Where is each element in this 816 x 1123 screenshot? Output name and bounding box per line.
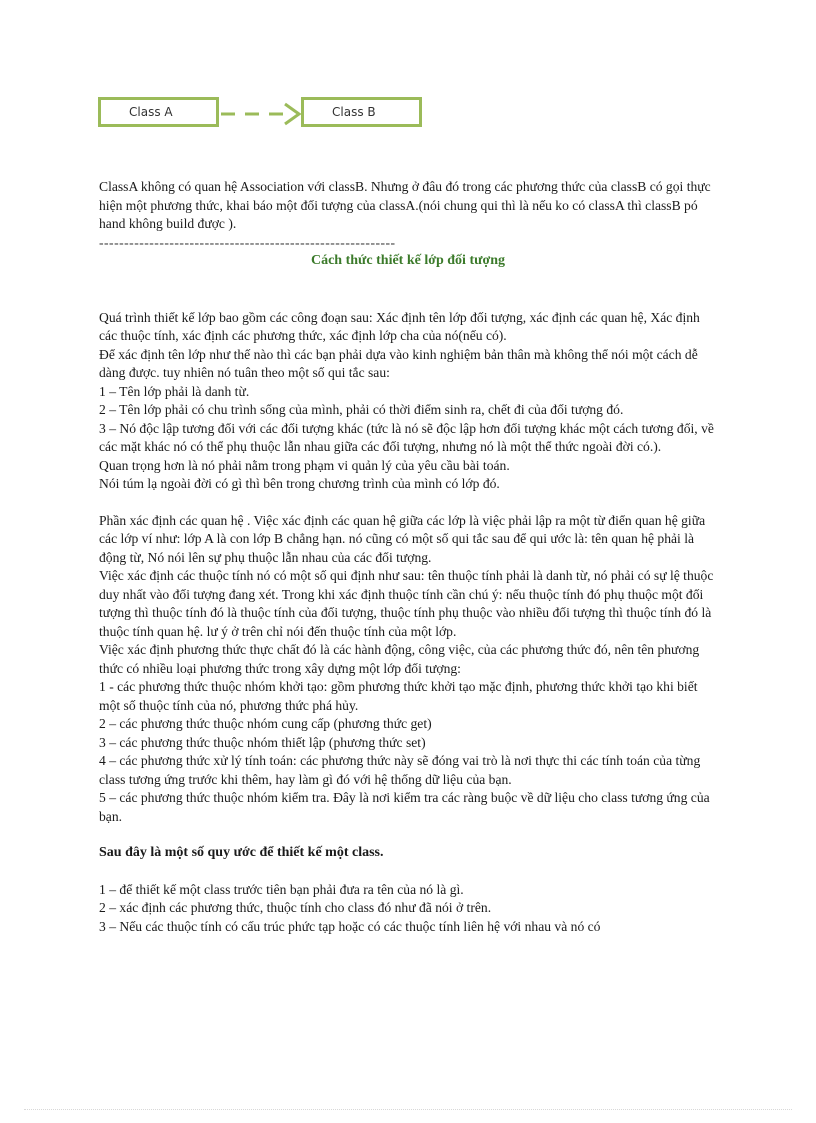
section-heading: Cách thức thiết kế lớp đối tượng — [310, 253, 506, 268]
paragraph: Phần xác định các quan hệ . Việc xác định các quan hệ giữa các lớp là việc phải lập ra một từ điển quan hệ giữa các lớp ví như: lớp A là con lớp B chẳng hạn. nó cũng có một số qui tắc sau để qui ước là: tên quan hệ phải là động từ, Nó nói lên sự phụ thuộc lẫn nhau của các đối tượng. — [99, 512, 706, 565]
class-b-label: Class B — [332, 105, 376, 119]
paragraph: Nói túm lạ ngoài đời có gì thì bên trong chương trình của mình có lớp đó. — [99, 476, 500, 491]
list-item: 1 – Tên lớp phải là danh từ. — [99, 383, 250, 399]
class-a-label: Class A — [129, 105, 173, 119]
list-item: 5 – các phương thức thuộc nhóm kiểm tra. Đây là nơi kiểm tra các ràng buộc về dữ liệu cho class tương ứng của bạn. — [99, 790, 710, 824]
dependency-arrow — [219, 96, 303, 132]
section-1 — [99, 309, 717, 494]
conventions-heading: Sau đây là một số quy ước để thiết kế một class. — [99, 845, 384, 860]
class-a-box — [98, 97, 219, 127]
paragraph: Quá trình thiết kế lớp bao gồm các công đoạn sau: Xác định tên lớp đối tượng, xác định các quan hệ, Xác định các thuộc tính, xác định các phương thức, xác định lớp cha của nó(nếu có). — [99, 309, 700, 343]
page-bottom-rule — [24, 1109, 792, 1110]
list-item: 4 – các phương thức xử lý tính toán: các phương thức này sẽ đóng vai trò là nơi thực thi các tính toán của từng class tương ứng trước khi thêm, hay làm gì đó với hệ thống dữ liệu của bạn. — [99, 753, 701, 787]
class-dependency-diagram — [0, 0, 816, 160]
list-item: 2 – xác định các phương thức, thuộc tính cho class đó như đã nói ở trên. — [99, 900, 492, 915]
document-body — [99, 178, 717, 936]
paragraph: Quan trọng hơn là nó phải nằm trong phạm vi quản lý của yêu cầu bài toán. — [99, 457, 510, 473]
list-item: 2 – Tên lớp phải có chu trình sống của mình, phải có thời điểm sinh ra, chết đi của đối tượng đó. — [99, 402, 624, 417]
list-item: 3 – Nó độc lập tương đối với các đối tượng khác (tức là nó sẽ độc lập hơn đối tượng khác một cách tương đối, về các mặt khác nó có thể phụ thuộc lẫn nhau giữa các đối tượng, nhưng nó là một thể thức ngoài đời có.). — [99, 420, 714, 454]
paragraph: Việc xác định các thuộc tính nó có một số qui định như sau: tên thuộc tính phải là danh từ, nó phải có sự lệ thuộc duy nhất vào đối tượng đang xét. Trong khi xác định thuộc tính cần chú ý: nếu thuộc tính đó phụ thuộc một đối tượng thì thuộc tính đó là thuộc tính của đối tượng, thuộc tính phụ thuộc vào nhiều đối tượng thì thuộc tính đó là thuộc tính quan hệ. lư ý ở trên chỉ nói đến thuộc tính của một lớp. — [99, 568, 714, 639]
list-item: 3 – các phương thức thuộc nhóm thiết lập (phương thức set) — [99, 734, 426, 750]
list-item: 3 – Nếu các thuộc tính có cấu trúc phức tạp hoặc có các thuộc tính liên hệ với nhau và nó có — [99, 918, 601, 934]
intro-paragraph: ClassA không có quan hệ Association với classB. Nhưng ở đâu đó trong các phương thức của classB có gọi thực hiện một phương thức, khai báo một đối tượng của classA.(nói chung qui thì là nếu ko có classA thì classB pó hand không build được ). — [99, 179, 711, 231]
list-item: 1 – để thiết kế một class trước tiên bạn phải đưa ra tên của nó là gì. — [99, 881, 464, 897]
paragraph: Việc xác định phương thức thực chất đó là các hành động, công việc, của các phương thức đó, nên tên phương thức có nhiều loại phương thức trong xây dựng một lớp đối tượng: — [99, 642, 700, 676]
list-item: 1 - các phương thức thuộc nhóm khởi tạo: gồm phương thức khởi tạo mặc định, phương thức khởi tạo khi biết một số thuộc tính của nó, phương thức phá hủy. — [99, 679, 698, 713]
paragraph: Để xác định tên lớp như thế nào thì các bạn phải dựa vào kinh nghiệm bản thân mà không thể nói một cách dễ dàng được. tuy nhiên nó tuân theo một số qui tắc sau: — [99, 346, 698, 380]
conventions-list — [99, 881, 717, 937]
separator-line: ----------------------------------------------------------- — [99, 234, 396, 250]
class-b-box — [301, 97, 422, 127]
list-item: 2 – các phương thức thuộc nhóm cung cấp (phương thức get) — [99, 716, 432, 731]
section-2 — [99, 512, 717, 827]
